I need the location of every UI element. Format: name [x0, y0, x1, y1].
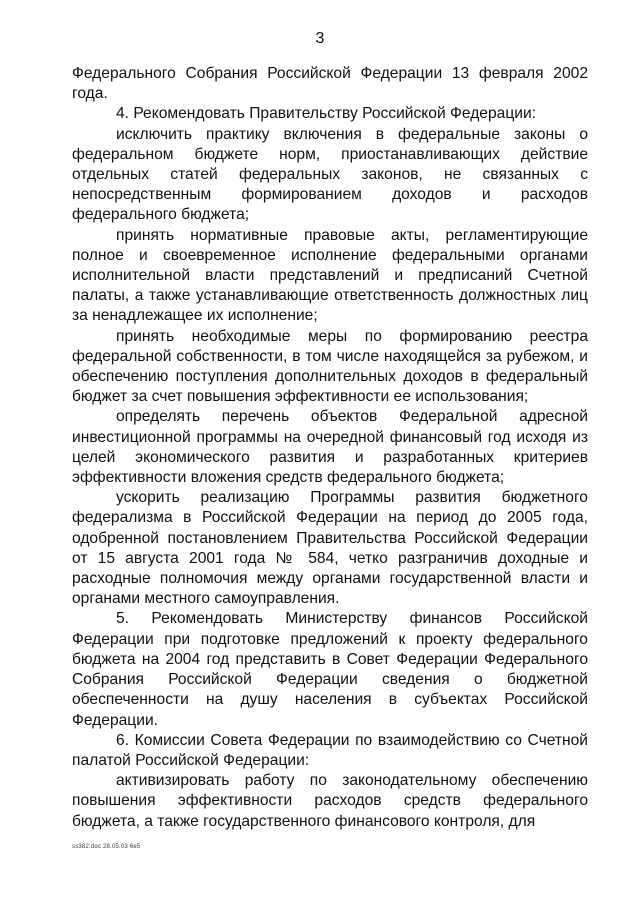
paragraph-item-4: 4. Рекомендовать Правительству Российской Федерации:	[116, 105, 537, 123]
paragraph-item-5: 5. Рекомендовать Министерству финансов Российской Федерации при подготовке предложений к проекту федерального бюджета на 2004 год представить в Совет Федерации Федерального Собрания Российской Федерации сведения о бюджетной обеспеченности на душу населения в субъектах Российской Федерации.	[72, 610, 588, 729]
paragraph-item-6: 6. Комиссии Совета Федерации по взаимодействию со Счетной палатой Российской Федерации:	[72, 731, 588, 769]
document-body	[72, 64, 588, 832]
page-number: 3	[315, 30, 325, 47]
paragraph-exclude-practice: исключить практику включения в федеральные законы о федеральном бюджете норм, приостанавливающих действие отдельных статей федеральных законов, не связанных с непосредственным формированием доходов и расходов федерального бюджета;	[72, 125, 588, 224]
document-file-id: ss382.doc 28.05.03 6e5	[72, 844, 141, 850]
paragraph-fiscal-federalism: ускорить реализацию Программы развития бюджетного федерализма в Российской Федерации на период до 2005 года, одобренной постановлением Правительства Российской Федерации от 15 августа 2001 года № 584, четко разграничив доходные и расходные полномочия между органами государственной власти и органами местного самоуправления.	[72, 489, 588, 608]
paragraph-continuation: Федерального Собрания Российской Федерации 13 февраля 2002 года.	[72, 65, 588, 103]
paragraph-property-registry: принять необходимые меры по формированию реестра федеральной собственности, в том числе находящейся за рубежом, и обеспечению поступления дополнительных доходов в федеральный бюджет за счет повышения эффективности ее использования;	[72, 327, 588, 406]
paragraph-investment-program: определять перечень объектов Федеральной адресной инвестиционной программы на очередной финансовый год исходя из целей экономического развития и разработанных критериев эффективности вложения средств федерального бюджета;	[72, 408, 588, 487]
paragraph-adopt-acts: принять нормативные правовые акты, регламентирующие полное и своевременное исполнение федеральными органами исполнительной власти представлений и предписаний Счетной палаты, а также устанавливающие ответственность должностных лиц за ненадлежащее их исполнение;	[72, 226, 588, 325]
paragraph-legislative-support: активизировать работу по законодательному обеспечению повышения эффективности расходов средств федерального бюджета, а также государственного финансового контроля, для	[72, 772, 588, 830]
